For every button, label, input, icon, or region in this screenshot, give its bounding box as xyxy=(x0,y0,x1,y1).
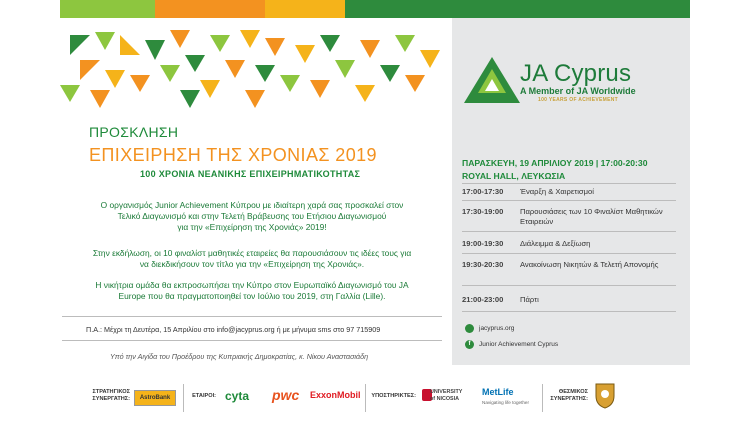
divider xyxy=(462,183,676,184)
astrobank-logo: AstroBank xyxy=(134,390,176,406)
top-color-bar xyxy=(60,0,690,18)
text-line: για την «Επιχείρηση της Χρονιάς» 2019! xyxy=(177,222,327,232)
label-line: of NICOSIA xyxy=(430,396,460,402)
divider xyxy=(542,384,543,412)
invite-label: ΠΡΟΣΚΛΗΣΗ xyxy=(89,124,179,140)
divider xyxy=(462,231,676,232)
body-paragraph-2 xyxy=(62,248,442,270)
divider xyxy=(462,285,676,286)
label-line: ΣΤΡΑΤΗΓΙΚΟΣ xyxy=(92,389,130,395)
label-line: ΣΥΝΕΡΓΑΤΗΣ: xyxy=(550,396,588,402)
facebook-link[interactable] xyxy=(465,340,558,349)
metlife-logo: MetLife xyxy=(482,387,514,397)
sponsors-footer xyxy=(60,372,690,421)
cyta-logo: cyta xyxy=(225,389,250,403)
facebook-text: Junior Achievement Cyprus xyxy=(479,341,559,348)
website-text: jacyprus.org xyxy=(479,325,515,332)
schedule-item: Πάρτι xyxy=(520,295,539,304)
strategic-partner-label xyxy=(75,389,130,403)
metlife-tagline: Navigating life together xyxy=(482,400,529,405)
logo-title: JA Cyprus xyxy=(520,60,632,87)
website-link[interactable] xyxy=(465,324,514,333)
globe-icon xyxy=(465,324,474,333)
label-line: ΣΥΝΕΡΓΑΤΗΣ: xyxy=(92,396,130,402)
partners-label: ΕΤΑΙΡΟΙ: xyxy=(192,393,216,399)
facebook-icon: f xyxy=(465,340,474,349)
event-date: ΠΑΡΑΣΚΕΥΗ, 19 ΑΠΡΙΛΙΟΥ 2019 | 17:00-20:30 xyxy=(462,158,648,168)
divider xyxy=(462,311,676,312)
schedule-time: 21:00-23:00 xyxy=(462,295,504,304)
logo-tagline: A Member of JA Worldwide xyxy=(520,86,636,96)
divider xyxy=(62,340,442,341)
schedule-time: 19:00-19:30 xyxy=(462,239,504,248)
schedule-time: 17:00-17:30 xyxy=(462,187,504,196)
text-line: Στην εκδήλωση, οι 10 φιναλίστ μαθητικές εταιρείες θα παρουσιάσουν τις ιδέες τους για xyxy=(92,248,412,258)
text-line: Η νικήτρια ομάδα θα εκπροσωπήσει την Κύπρο στον Ευρωπαϊκό Διαγωνισμό του JA xyxy=(95,280,409,290)
schedule-item: Παρουσιάσεις των 10 Φιναλίστ Μαθητικών Εταιρειών xyxy=(520,207,663,226)
event-subtitle: 100 ΧΡΟΝΙΑ ΝΕΑΝΙΚΗΣ ΕΠΙΧΕΙΡΗΜΑΤΙΚΟΤΗΤΑΣ xyxy=(140,169,361,179)
divider xyxy=(62,316,442,317)
event-title: ΕΠΙΧΕΙΡΗΣΗ ΤΗΣ ΧΡΟΝΙΑΣ 2019 xyxy=(89,145,377,165)
logo-anniversary: 100 YEARS OF ACHIEVEMENT xyxy=(538,97,618,103)
schedule-time: 17:30-19:00 xyxy=(462,207,504,216)
auspices-note: Υπό την Αιγίδα του Προέδρου της Κυπριακής Δημοκρατίας, κ. Νίκου Αναστασιάδη xyxy=(110,352,369,361)
text-line: Τελικό Διαγωνισμό και στην Τελετή Βράβευσης του Ετήσιου Διαγωνισμού xyxy=(117,211,387,221)
divider xyxy=(462,200,676,201)
schedule-item: Ανακοίνωση Νικητών & Τελετή Απονομής xyxy=(520,260,659,269)
government-emblem-icon xyxy=(594,381,616,409)
university-logo-text xyxy=(430,389,472,403)
label-line: UNIVERSITY xyxy=(430,389,463,395)
bar-segment-light-green xyxy=(60,0,155,18)
exxonmobil-logo: ExxonMobil xyxy=(310,390,361,400)
divider xyxy=(183,384,184,412)
text-line: Europe που θα πραγματοποιηθεί τον Ιούλιο του 2019, στη Γαλλία (Lille). xyxy=(118,291,386,301)
body-paragraph-1 xyxy=(62,200,442,233)
body-paragraph-3 xyxy=(62,280,442,302)
rsvp-deadline: Π.Α.: Μέχρι τη Δευτέρα, 15 Απριλίου στο info@jacyprus.org ή με μήνυμα sms στο 97 715909 xyxy=(86,325,381,334)
schedule-item: Έναρξη & Χαιρετισμοί xyxy=(520,187,594,196)
supporters-label: ΥΠΟΣΤΗΡΙΚΤΕΣ: xyxy=(371,393,416,399)
text-line: να διεκδικήσουν τον τίτλο για την «Επιχείρηση της Χρονιάς». xyxy=(139,259,365,269)
event-venue: ROYAL HALL, ΛΕΥΚΩΣΙΑ xyxy=(462,171,566,181)
mountain-icon xyxy=(462,55,522,105)
bar-segment-green xyxy=(345,0,690,18)
pwc-logo: pwc xyxy=(272,387,300,403)
divider xyxy=(462,253,676,254)
institutional-partner-label xyxy=(544,389,588,403)
schedule-item: Διάλειμμα & Δεξίωση xyxy=(520,239,591,248)
label-line: ΘΕΣΜΙΚΟΣ xyxy=(558,389,588,395)
triangle-mosaic-decoration xyxy=(60,30,445,120)
schedule-time: 19:30-20:30 xyxy=(462,260,504,269)
bar-segment-yellow xyxy=(265,0,345,18)
text-line: Ο οργανισμός Junior Achievement Κύπρου με ιδιαίτερη χαρά σας προσκαλεί στον xyxy=(100,200,404,210)
bar-segment-orange xyxy=(155,0,265,18)
